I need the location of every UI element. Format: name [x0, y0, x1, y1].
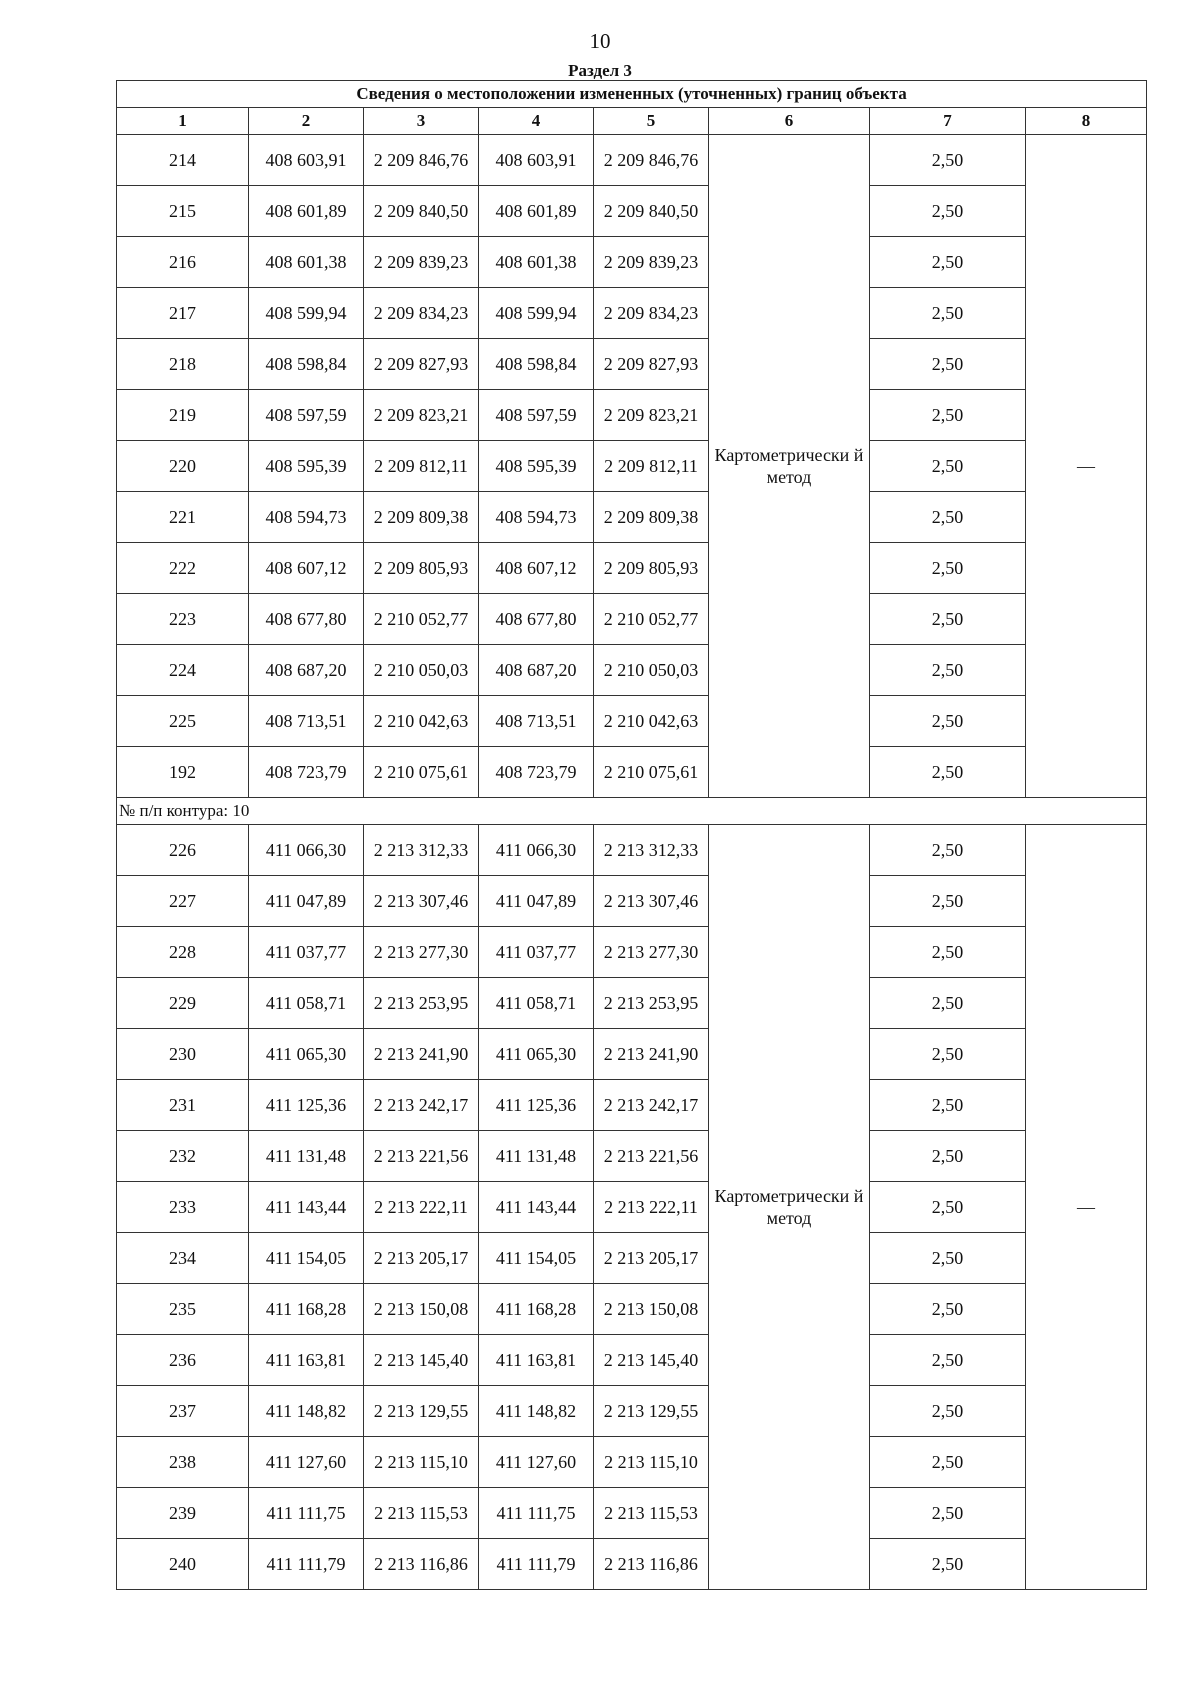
point-number: 219	[117, 390, 249, 441]
x-coordinate: 411 163,81	[249, 1335, 364, 1386]
x-coordinate-new: 408 601,38	[479, 237, 594, 288]
table-caption-row	[117, 81, 1147, 108]
y-coordinate: 2 213 222,11	[364, 1182, 479, 1233]
y-coordinate-new: 2 209 809,38	[594, 492, 709, 543]
x-coordinate-new: 408 713,51	[479, 696, 594, 747]
point-number: 216	[117, 237, 249, 288]
accuracy-value: 2,50	[870, 1080, 1026, 1131]
x-coordinate-new: 408 601,89	[479, 186, 594, 237]
x-coordinate: 411 125,36	[249, 1080, 364, 1131]
x-coordinate-new: 408 599,94	[479, 288, 594, 339]
x-coordinate: 408 601,38	[249, 237, 364, 288]
x-coordinate-new: 411 148,82	[479, 1386, 594, 1437]
accuracy-value: 2,50	[870, 1488, 1026, 1539]
column-number: 7	[870, 108, 1026, 135]
y-coordinate-new: 2 213 277,30	[594, 927, 709, 978]
accuracy-value: 2,50	[870, 441, 1026, 492]
point-number: 224	[117, 645, 249, 696]
point-number: 221	[117, 492, 249, 543]
column-number: 1	[117, 108, 249, 135]
point-number: 223	[117, 594, 249, 645]
x-coordinate-new: 411 168,28	[479, 1284, 594, 1335]
accuracy-value: 2,50	[870, 594, 1026, 645]
y-coordinate-new: 2 209 839,23	[594, 237, 709, 288]
y-coordinate: 2 209 823,21	[364, 390, 479, 441]
table-row	[117, 645, 1147, 696]
y-coordinate: 2 213 242,17	[364, 1080, 479, 1131]
method-cell: Картометрически й метод	[709, 135, 870, 798]
x-coordinate-new: 408 598,84	[479, 339, 594, 390]
point-number: 225	[117, 696, 249, 747]
point-number: 234	[117, 1233, 249, 1284]
y-coordinate-new: 2 213 253,95	[594, 978, 709, 1029]
accuracy-value: 2,50	[870, 696, 1026, 747]
x-coordinate: 408 597,59	[249, 390, 364, 441]
y-coordinate: 2 213 116,86	[364, 1539, 479, 1590]
point-number: 217	[117, 288, 249, 339]
y-coordinate: 2 213 307,46	[364, 876, 479, 927]
x-coordinate: 411 143,44	[249, 1182, 364, 1233]
accuracy-value: 2,50	[870, 390, 1026, 441]
x-coordinate: 411 037,77	[249, 927, 364, 978]
x-coordinate: 411 154,05	[249, 1233, 364, 1284]
note-cell: —	[1026, 825, 1147, 1590]
x-coordinate-new: 408 677,80	[479, 594, 594, 645]
table-row	[117, 1488, 1147, 1539]
x-coordinate: 411 047,89	[249, 876, 364, 927]
y-coordinate: 2 213 312,33	[364, 825, 479, 876]
column-number-row	[117, 108, 1147, 135]
x-coordinate-new: 408 607,12	[479, 543, 594, 594]
x-coordinate: 411 148,82	[249, 1386, 364, 1437]
table-row	[117, 594, 1147, 645]
table-row	[117, 1386, 1147, 1437]
y-coordinate-new: 2 209 823,21	[594, 390, 709, 441]
y-coordinate: 2 213 205,17	[364, 1233, 479, 1284]
x-coordinate: 411 131,48	[249, 1131, 364, 1182]
y-coordinate: 2 210 052,77	[364, 594, 479, 645]
x-coordinate: 408 677,80	[249, 594, 364, 645]
y-coordinate: 2 210 050,03	[364, 645, 479, 696]
column-number: 5	[594, 108, 709, 135]
x-coordinate: 411 111,75	[249, 1488, 364, 1539]
table-row	[117, 492, 1147, 543]
accuracy-value: 2,50	[870, 237, 1026, 288]
x-coordinate-new: 411 127,60	[479, 1437, 594, 1488]
x-coordinate: 411 066,30	[249, 825, 364, 876]
coordinates-table	[116, 80, 1147, 1590]
y-coordinate-new: 2 209 812,11	[594, 441, 709, 492]
y-coordinate: 2 213 253,95	[364, 978, 479, 1029]
x-coordinate: 408 687,20	[249, 645, 364, 696]
y-coordinate: 2 209 827,93	[364, 339, 479, 390]
y-coordinate: 2 209 834,23	[364, 288, 479, 339]
x-coordinate: 408 599,94	[249, 288, 364, 339]
table-caption: Сведения о местоположении измененных (уточненных) границ объекта	[117, 81, 1147, 108]
accuracy-value: 2,50	[870, 747, 1026, 798]
y-coordinate-new: 2 213 150,08	[594, 1284, 709, 1335]
point-number: 192	[117, 747, 249, 798]
y-coordinate: 2 210 075,61	[364, 747, 479, 798]
x-coordinate-new: 408 594,73	[479, 492, 594, 543]
table-row	[117, 978, 1147, 1029]
table-row	[117, 1029, 1147, 1080]
x-coordinate: 411 168,28	[249, 1284, 364, 1335]
x-coordinate: 408 598,84	[249, 339, 364, 390]
table-row	[117, 1233, 1147, 1284]
x-coordinate-new: 408 597,59	[479, 390, 594, 441]
y-coordinate: 2 213 221,56	[364, 1131, 479, 1182]
point-number: 214	[117, 135, 249, 186]
accuracy-value: 2,50	[870, 876, 1026, 927]
x-coordinate: 408 713,51	[249, 696, 364, 747]
y-coordinate-new: 2 213 115,10	[594, 1437, 709, 1488]
accuracy-value: 2,50	[870, 1437, 1026, 1488]
table-row	[117, 1131, 1147, 1182]
y-coordinate-new: 2 213 115,53	[594, 1488, 709, 1539]
point-number: 239	[117, 1488, 249, 1539]
accuracy-value: 2,50	[870, 927, 1026, 978]
y-coordinate: 2 213 129,55	[364, 1386, 479, 1437]
table-row	[117, 1182, 1147, 1233]
accuracy-value: 2,50	[870, 1131, 1026, 1182]
y-coordinate: 2 209 840,50	[364, 186, 479, 237]
y-coordinate-new: 2 209 840,50	[594, 186, 709, 237]
x-coordinate-new: 411 143,44	[479, 1182, 594, 1233]
y-coordinate-new: 2 209 834,23	[594, 288, 709, 339]
y-coordinate-new: 2 213 222,11	[594, 1182, 709, 1233]
x-coordinate-new: 411 111,75	[479, 1488, 594, 1539]
column-number: 6	[709, 108, 870, 135]
point-number: 227	[117, 876, 249, 927]
point-number: 222	[117, 543, 249, 594]
y-coordinate: 2 213 115,53	[364, 1488, 479, 1539]
y-coordinate: 2 213 277,30	[364, 927, 479, 978]
table-row	[117, 1539, 1147, 1590]
x-coordinate-new: 411 066,30	[479, 825, 594, 876]
accuracy-value: 2,50	[870, 825, 1026, 876]
table-row	[117, 876, 1147, 927]
y-coordinate: 2 209 809,38	[364, 492, 479, 543]
table-row	[117, 288, 1147, 339]
table-row	[117, 135, 1147, 186]
y-coordinate-new: 2 209 805,93	[594, 543, 709, 594]
y-coordinate-new: 2 210 042,63	[594, 696, 709, 747]
column-number: 4	[479, 108, 594, 135]
y-coordinate: 2 209 805,93	[364, 543, 479, 594]
y-coordinate-new: 2 213 129,55	[594, 1386, 709, 1437]
x-coordinate: 408 595,39	[249, 441, 364, 492]
point-number: 233	[117, 1182, 249, 1233]
table-row	[117, 543, 1147, 594]
section-title: Раздел 3	[568, 61, 632, 80]
accuracy-value: 2,50	[870, 645, 1026, 696]
x-coordinate-new: 411 125,36	[479, 1080, 594, 1131]
x-coordinate-new: 411 047,89	[479, 876, 594, 927]
y-coordinate: 2 210 042,63	[364, 696, 479, 747]
y-coordinate-new: 2 210 050,03	[594, 645, 709, 696]
point-number: 228	[117, 927, 249, 978]
accuracy-value: 2,50	[870, 543, 1026, 594]
y-coordinate-new: 2 209 846,76	[594, 135, 709, 186]
column-number: 3	[364, 108, 479, 135]
point-number: 238	[117, 1437, 249, 1488]
table-row	[117, 927, 1147, 978]
y-coordinate-new: 2 213 221,56	[594, 1131, 709, 1182]
column-number: 2	[249, 108, 364, 135]
note-cell: —	[1026, 135, 1147, 798]
table-row	[117, 1284, 1147, 1335]
accuracy-value: 2,50	[870, 492, 1026, 543]
x-coordinate-new: 411 154,05	[479, 1233, 594, 1284]
y-coordinate: 2 213 150,08	[364, 1284, 479, 1335]
y-coordinate-new: 2 213 205,17	[594, 1233, 709, 1284]
y-coordinate: 2 213 241,90	[364, 1029, 479, 1080]
x-coordinate-new: 408 603,91	[479, 135, 594, 186]
y-coordinate: 2 209 846,76	[364, 135, 479, 186]
point-number: 231	[117, 1080, 249, 1131]
column-number: 8	[1026, 108, 1147, 135]
accuracy-value: 2,50	[870, 978, 1026, 1029]
x-coordinate: 411 111,79	[249, 1539, 364, 1590]
contour-label-row	[117, 798, 1147, 825]
accuracy-value: 2,50	[870, 1335, 1026, 1386]
table-row	[117, 237, 1147, 288]
x-coordinate-new: 408 723,79	[479, 747, 594, 798]
table-row	[117, 1437, 1147, 1488]
x-coordinate-new: 411 058,71	[479, 978, 594, 1029]
y-coordinate-new: 2 213 116,86	[594, 1539, 709, 1590]
x-coordinate: 408 723,79	[249, 747, 364, 798]
x-coordinate: 408 594,73	[249, 492, 364, 543]
x-coordinate-new: 411 065,30	[479, 1029, 594, 1080]
x-coordinate-new: 408 687,20	[479, 645, 594, 696]
table-row	[117, 696, 1147, 747]
y-coordinate-new: 2 213 312,33	[594, 825, 709, 876]
page-number: 10	[589, 29, 611, 53]
y-coordinate: 2 213 145,40	[364, 1335, 479, 1386]
x-coordinate-new: 411 131,48	[479, 1131, 594, 1182]
point-number: 229	[117, 978, 249, 1029]
table-row	[117, 1080, 1147, 1131]
point-number: 232	[117, 1131, 249, 1182]
table-row	[117, 1335, 1147, 1386]
point-number: 230	[117, 1029, 249, 1080]
x-coordinate-new: 411 111,79	[479, 1539, 594, 1590]
accuracy-value: 2,50	[870, 135, 1026, 186]
table-row	[117, 825, 1147, 876]
accuracy-value: 2,50	[870, 339, 1026, 390]
accuracy-value: 2,50	[870, 1233, 1026, 1284]
point-number: 240	[117, 1539, 249, 1590]
point-number: 237	[117, 1386, 249, 1437]
x-coordinate: 408 603,91	[249, 135, 364, 186]
y-coordinate-new: 2 213 242,17	[594, 1080, 709, 1131]
accuracy-value: 2,50	[870, 1182, 1026, 1233]
accuracy-value: 2,50	[870, 1539, 1026, 1590]
y-coordinate: 2 209 812,11	[364, 441, 479, 492]
table-row	[117, 747, 1147, 798]
point-number: 235	[117, 1284, 249, 1335]
y-coordinate-new: 2 213 241,90	[594, 1029, 709, 1080]
x-coordinate: 411 065,30	[249, 1029, 364, 1080]
x-coordinate: 408 607,12	[249, 543, 364, 594]
accuracy-value: 2,50	[870, 186, 1026, 237]
y-coordinate-new: 2 210 052,77	[594, 594, 709, 645]
y-coordinate-new: 2 213 307,46	[594, 876, 709, 927]
y-coordinate-new: 2 209 827,93	[594, 339, 709, 390]
x-coordinate-new: 411 163,81	[479, 1335, 594, 1386]
table-row	[117, 339, 1147, 390]
table-row	[117, 441, 1147, 492]
x-coordinate: 411 058,71	[249, 978, 364, 1029]
y-coordinate: 2 209 839,23	[364, 237, 479, 288]
method-cell: Картометрически й метод	[709, 825, 870, 1590]
x-coordinate-new: 408 595,39	[479, 441, 594, 492]
accuracy-value: 2,50	[870, 1386, 1026, 1437]
table-row	[117, 186, 1147, 237]
x-coordinate-new: 411 037,77	[479, 927, 594, 978]
x-coordinate: 411 127,60	[249, 1437, 364, 1488]
point-number: 226	[117, 825, 249, 876]
y-coordinate-new: 2 213 145,40	[594, 1335, 709, 1386]
x-coordinate: 408 601,89	[249, 186, 364, 237]
coordinates-table-body	[117, 81, 1147, 1590]
accuracy-value: 2,50	[870, 288, 1026, 339]
table-row	[117, 390, 1147, 441]
accuracy-value: 2,50	[870, 1029, 1026, 1080]
accuracy-value: 2,50	[870, 1284, 1026, 1335]
contour-label: № п/п контура: 10	[117, 798, 1147, 825]
point-number: 220	[117, 441, 249, 492]
point-number: 236	[117, 1335, 249, 1386]
point-number: 215	[117, 186, 249, 237]
point-number: 218	[117, 339, 249, 390]
y-coordinate: 2 213 115,10	[364, 1437, 479, 1488]
y-coordinate-new: 2 210 075,61	[594, 747, 709, 798]
